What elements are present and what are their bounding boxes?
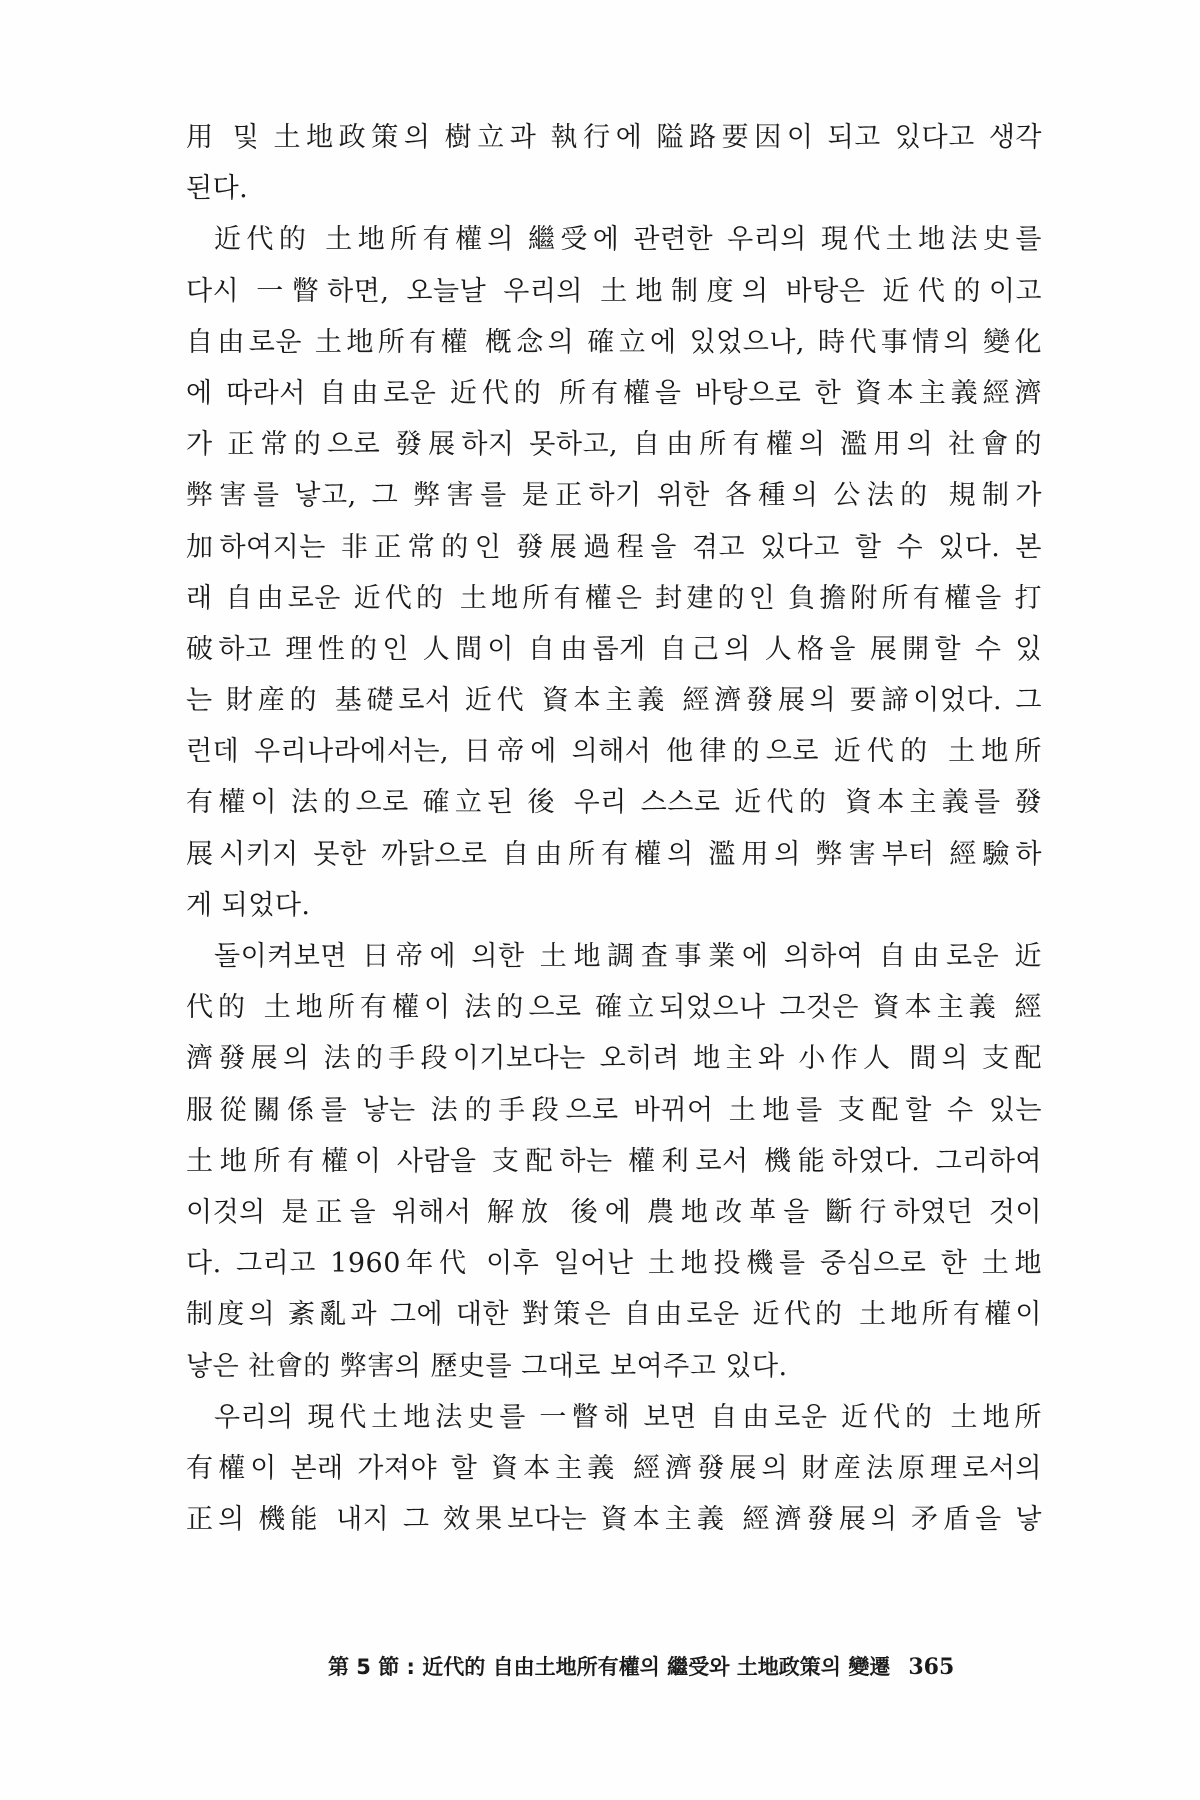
text-line: 破하고 理性的인 人間이 自由롭게 自己의 人格을 展開할 수 있 (186, 633, 1042, 665)
text-line: 게 되었다. (186, 889, 311, 921)
body-text (186, 112, 1042, 1545)
text-line: 우리의 現代土地法史를 一瞥해 보면 自由로운 近代的 土地所 (214, 1401, 1042, 1433)
text-line: 돌이켜보면 日帝에 의한 土地調査事業에 의하여 自由로운 近 (214, 941, 1042, 972)
page-number: 365 (908, 1654, 955, 1680)
text-line: 用 및 土地政策의 樹立과 執行에 隘路要因이 되고 있다고 생각 (186, 122, 1042, 153)
text-line: 正의 機能 내지 그 效果보다는 資本主義 經濟發展의 矛盾을 낳 (186, 1504, 1042, 1536)
running-head: 第 5 節 : 近代的 自由土地所有權의 繼受와 土地政策의 變遷 (328, 1655, 891, 1679)
text-line: 服從關係를 낳는 法的手段으로 바뀌어 土地를 支配할 수 있는 (186, 1094, 1042, 1126)
text-line: 에 따라서 自由로운 近代的 所有權을 바탕으로 한 資本主義經濟 (186, 377, 1042, 409)
text-line: 래 自由로운 近代的 土地所有權은 封建的인 負擔附所有權을 打 (186, 582, 1042, 614)
text-line: 다. 그리고 1960年代 이후 일어난 土地投機를 중심으로 한 土地 (186, 1248, 1042, 1280)
text-line: 는 財産的 基礎로서 近代 資本主義 經濟發展의 要諦이었다. 그 (186, 685, 1042, 717)
text-line: 加하여지는 非正常的인 發展過程을 겪고 있다고 할 수 있다. 본 (186, 531, 1042, 563)
text-line: 土地所有權이 사람을 支配하는 權利로서 機能하였다. 그리하여 (186, 1145, 1042, 1177)
text-line: 有權이 法的으로 確立된 後 우리 스스로 近代的 資本主義를 發 (186, 787, 1042, 819)
text-line: 濟發展의 法的手段이기보다는 오히려 地主와 小作人 間의 支配 (186, 1043, 1042, 1075)
text-line: 이것의 是正을 위해서 解放 後에 農地改革을 斷行하였던 것이 (186, 1196, 1042, 1228)
text-line: 弊害를 낳고, 그 弊害를 是正하기 위한 各種의 公法的 規制가 (186, 480, 1042, 512)
text-line: 代的 土地所有權이 法的으로 確立되었으나 그것은 資本主義 經 (186, 992, 1042, 1024)
text-line: 展시키지 못한 까닭으로 自由所有權의 濫用의 弊害부터 經驗하 (186, 838, 1042, 870)
text-line: 近代的 土地所有權의 繼受에 관련한 우리의 現代土地法史를 (214, 224, 1042, 256)
text-line: 된다. (186, 173, 249, 205)
text-line: 가 正常的으로 發展하지 못하고, 自由所有權의 濫用의 社會的 (186, 429, 1042, 461)
text-line: 다시 一瞥하면, 오늘날 우리의 土地制度의 바탕은 近代的이고 (186, 275, 1042, 307)
text-line: 有權이 본래 가져야 할 資本主義 經濟發展의 財産法原理로서의 (186, 1452, 1042, 1484)
text-line: 自由로운 土地所有權 槪念의 確立에 있었으나, 時代事情의 變化 (186, 326, 1042, 358)
text-line: 런데 우리나라에서는, 日帝에 의해서 他律的으로 近代的 土地所 (186, 736, 1042, 768)
text-line: 낳은 社會的 弊害의 歷史를 그대로 보여주고 있다. (186, 1350, 788, 1382)
text-line: 制度의 紊亂과 그에 대한 對策은 自由로운 近代的 土地所有權이 (186, 1299, 1042, 1331)
page-footer (328, 1651, 1018, 1681)
